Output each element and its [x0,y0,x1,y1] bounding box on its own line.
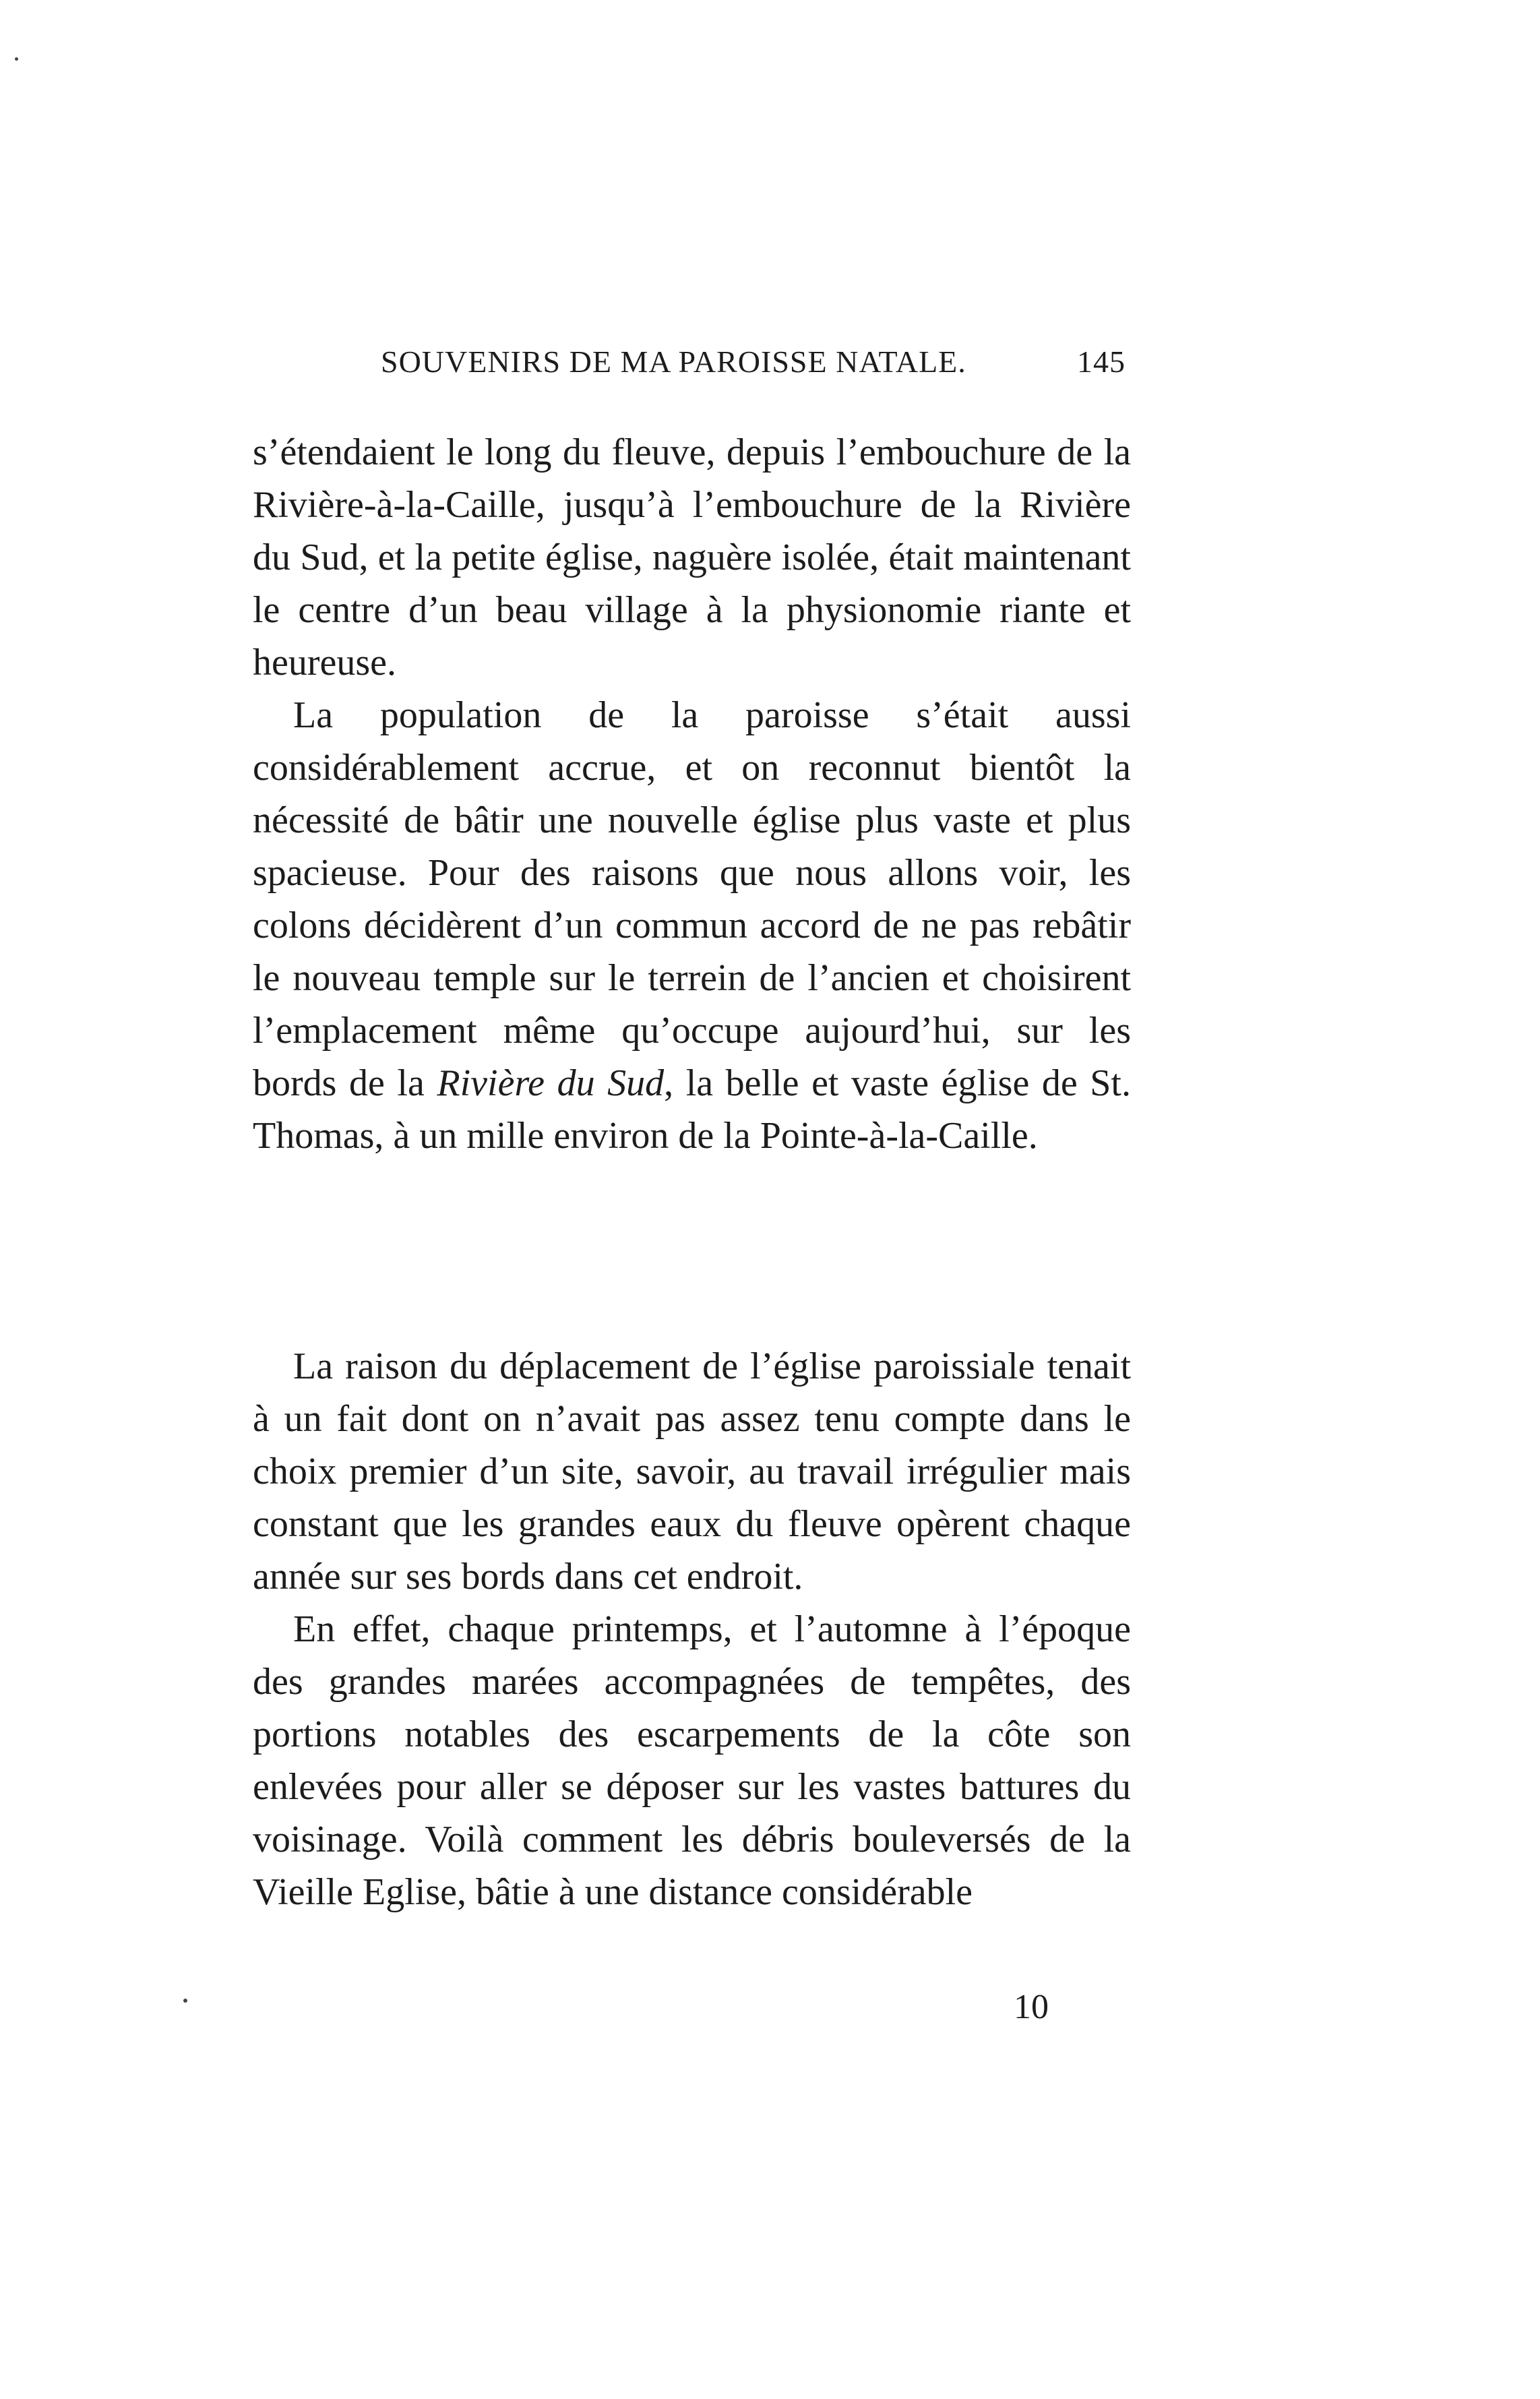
italic-place-name: Rivière du Sud [437,1062,665,1104]
running-head [381,344,1126,391]
paper-speck [183,1999,187,2003]
text-section-1 [253,426,1131,1162]
page-number: 145 [1077,344,1126,379]
paragraph-displacement: La raison du déplacement de l’église paroissiale tenait à un fait dont on n’avait pas assez tenu compte dans le choix premier d’un site, savoir, au travail irrégulier mais constant que les grandes eaux du fleuve opèrent chaque année sur ses bords dans cet endroit. [253,1345,1131,1598]
paragraph-continuation: s’étendaient le long du fleuve, depuis l’embouchure de la Rivière-à-la-Caille, jusqu’à l’embouchure de la Rivière du Sud, et la petite église, naguère isolée, était maintenant le centre d’un beau village à la physionomie riante et heureuse. [253,431,1131,684]
paragraph-text: La population de la paroisse s’était aussi considérablement accrue, et on reconnut bientôt la nécessité de bâtir une nouvelle église plus vaste et plus spacieuse. Pour des raisons que nous allons voir, les colons décidèrent d’un commun accord de ne pas rebâtir le nouveau temple sur le terrein de l’ancien et choisirent l’emplacement même qu’occupe aujourd’hui, sur les bords de la [253,694,1131,1104]
paper-speck [15,57,18,61]
paragraph-erosion: En effet, chaque printemps, et l’automne à l’époque des grandes marées accompagnées de tempêtes, des portions notables des escarpements de la côte son enlevées pour aller se déposer sur les vastes battures du voisinage. Voilà comment les débris bouleversés de la Vieille Eglise, bâtie à une distance considérable [253,1608,1131,1913]
paragraph-text: , la belle et vaste église de St. Thomas, à un mille environ de la Pointe-à-la-Caille. [253,1062,1131,1157]
running-title: SOUVENIRS DE MA PAROISSE NATALE. [381,344,966,379]
text-section-2 [253,1340,1131,1918]
signature-mark: 10 [1014,1988,1049,2026]
paragraph-population [253,689,1131,1162]
